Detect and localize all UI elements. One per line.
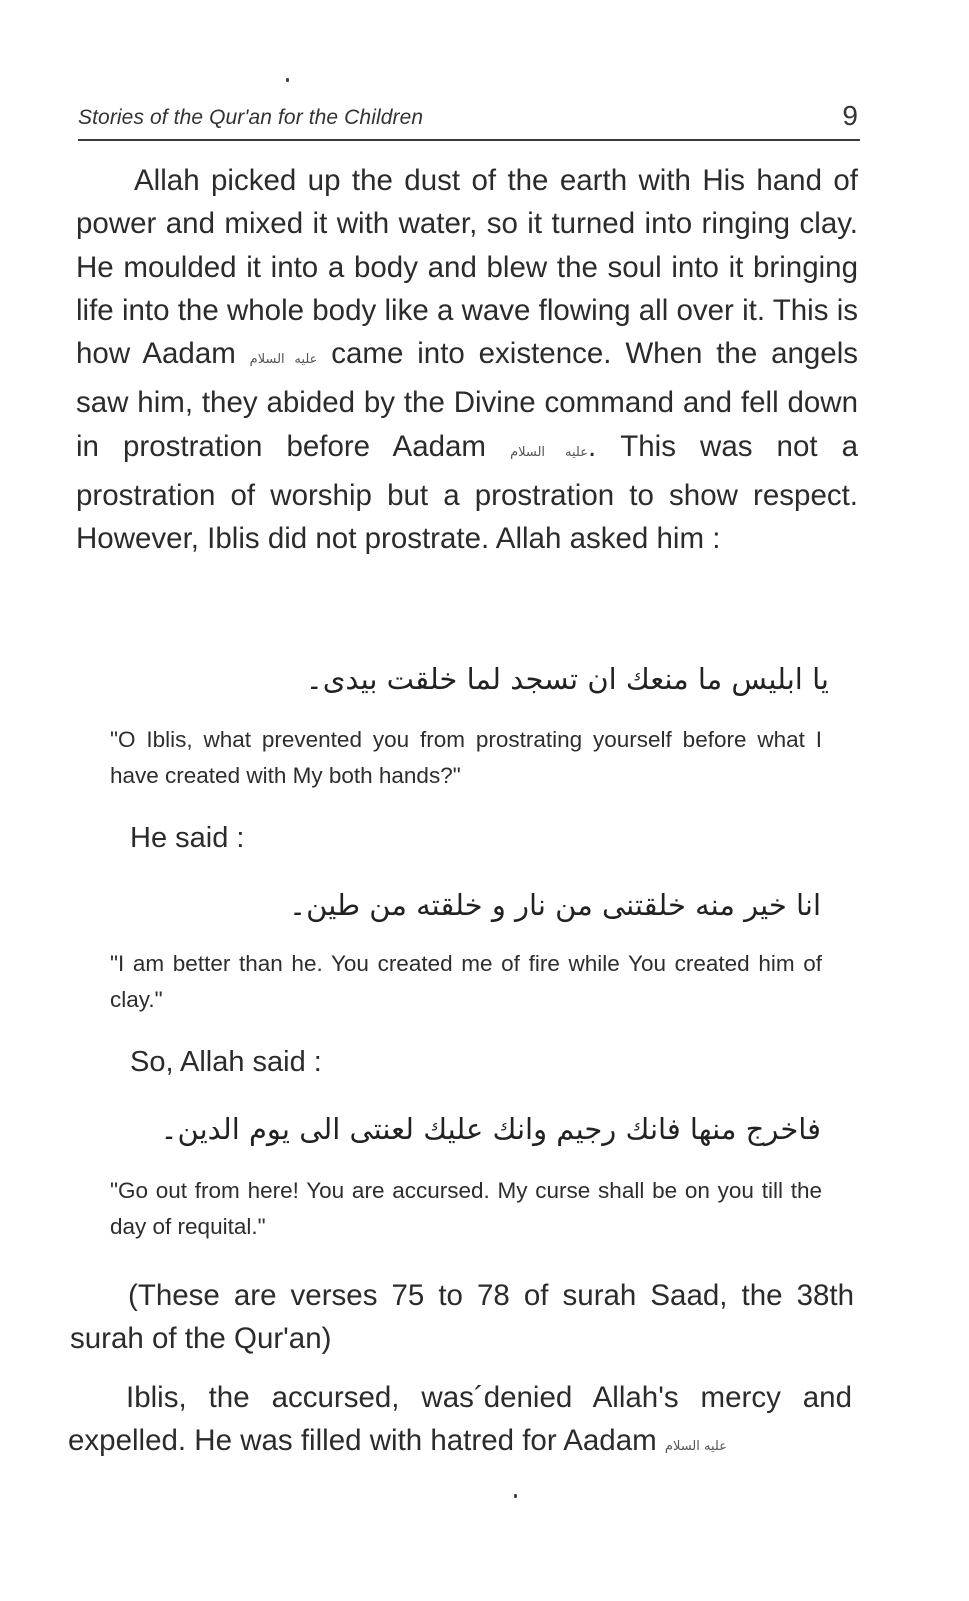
allah-said-label: So, Allah said : [130, 1046, 322, 1078]
page-number: 9 [842, 100, 858, 131]
paragraph-text: Allah picked up the dust of the earth with His hand of power and mixed it with water, so it turned into ringing clay. He moulded it into a body and blew the soul into it bringing life into the whole body like a wave flowing all over it. This is how Aadam [76, 164, 858, 371]
running-title: Stories of the Qur'an for the Children [78, 106, 424, 129]
he-said-label: He said : [130, 822, 245, 854]
paragraph-creation-of-aadam [76, 159, 858, 561]
verse-1-arabic: يا ابليس ما منعك ان تسجد لما خلقت بيدى۔ [305, 662, 829, 696]
reference-note [70, 1274, 854, 1361]
reference-text: (These are verses 75 to 78 of surah Saad, the 38th surah of the Qur'an) [70, 1279, 854, 1356]
verse-2-arabic: انا خير منه خلقتنى من نار و خلقته من طين۔ [289, 888, 821, 922]
page-header [78, 100, 858, 140]
paragraph-iblis-expelled [68, 1376, 852, 1469]
paragraph-text: came into existence. When the angels saw him, they abided by the Divine command and fell down in prostration before Aadam [76, 337, 859, 463]
honorific-alayhis-salam: عليه السلام [249, 352, 318, 368]
header-rule [78, 139, 860, 141]
honorific-alayhis-salam: عليه السلام [664, 1439, 727, 1455]
scan-speck [286, 78, 289, 82]
verse-3-translation: "Go out from here! You are accursed. My curse shall be on you till the day of requital." [110, 1178, 822, 1239]
paragraph-text: Iblis, the accursed, was´denied Allah's mercy and expelled. He was filled with hatred for Aadam [68, 1381, 852, 1458]
verse-1-translation: "O Iblis, what prevented you from prostrating yourself before what I have created with My both hands?" [110, 727, 822, 788]
honorific-alayhis-salam: عليه السلام [510, 444, 588, 460]
verse-2-translation: "I am better than he. You created me of fire while You created him of clay." [110, 951, 822, 1012]
scan-speck [514, 1494, 517, 1498]
verse-3-arabic: فاخرج منها فانك رجيم وانك عليك لعنتى الى يوم الدين۔ [160, 1112, 821, 1146]
paragraph-text: . This was not a prostration of worship but a prostration to show respect. However, Iblis did not prostrate. Allah asked him : [76, 429, 859, 556]
